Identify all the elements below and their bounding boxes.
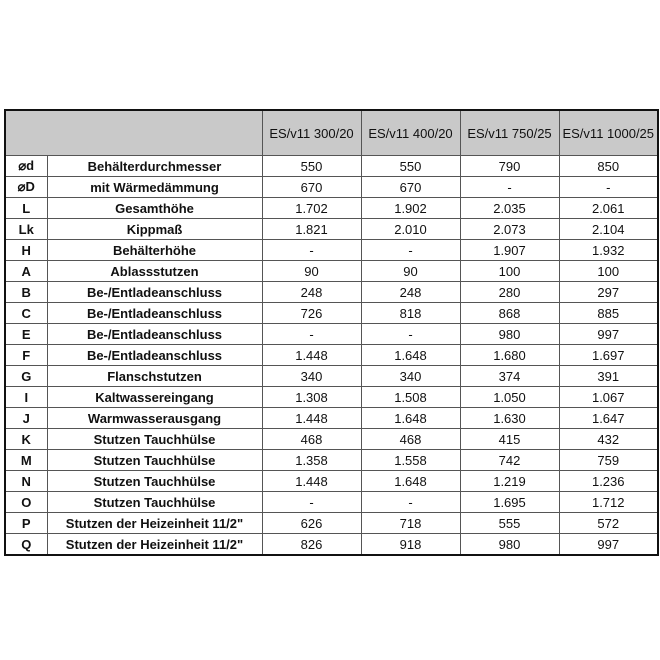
row-description: Kaltwassereingang bbox=[47, 387, 262, 408]
value-cell: 718 bbox=[361, 513, 460, 534]
row-symbol: E bbox=[5, 324, 47, 345]
value-cell: 550 bbox=[262, 156, 361, 177]
table-row bbox=[5, 303, 658, 324]
value-cell: 1.448 bbox=[262, 408, 361, 429]
row-description: Be-/Entladeanschluss bbox=[47, 303, 262, 324]
value-cell: 1.648 bbox=[361, 408, 460, 429]
value-cell: 340 bbox=[361, 366, 460, 387]
row-description: Behälterhöhe bbox=[47, 240, 262, 261]
row-description: Be-/Entladeanschluss bbox=[47, 324, 262, 345]
table-row bbox=[5, 198, 658, 219]
value-cell: 670 bbox=[262, 177, 361, 198]
header-blank-cell bbox=[5, 110, 262, 156]
value-cell: 759 bbox=[559, 450, 658, 471]
value-cell: 1.702 bbox=[262, 198, 361, 219]
table-row bbox=[5, 387, 658, 408]
table-row bbox=[5, 366, 658, 387]
row-symbol: C bbox=[5, 303, 47, 324]
value-cell: 1.358 bbox=[262, 450, 361, 471]
table-row bbox=[5, 261, 658, 282]
row-symbol: L bbox=[5, 198, 47, 219]
row-description: Ablassstutzen bbox=[47, 261, 262, 282]
value-cell: 818 bbox=[361, 303, 460, 324]
value-cell: - bbox=[559, 177, 658, 198]
table-row bbox=[5, 492, 658, 513]
value-cell: 550 bbox=[361, 156, 460, 177]
row-description: Stutzen der Heizeinheit 11/2" bbox=[47, 534, 262, 556]
value-cell: 1.695 bbox=[460, 492, 559, 513]
value-cell: 280 bbox=[460, 282, 559, 303]
table-row bbox=[5, 240, 658, 261]
table-row bbox=[5, 282, 658, 303]
row-description: Behälterdurchmesser bbox=[47, 156, 262, 177]
row-symbol: Q bbox=[5, 534, 47, 556]
value-cell: - bbox=[460, 177, 559, 198]
value-cell: 1.712 bbox=[559, 492, 658, 513]
row-symbol: ⌀d bbox=[5, 156, 47, 177]
row-description: Kippmaß bbox=[47, 219, 262, 240]
value-cell: 1.630 bbox=[460, 408, 559, 429]
value-cell: - bbox=[361, 324, 460, 345]
value-cell: 1.697 bbox=[559, 345, 658, 366]
value-cell: 670 bbox=[361, 177, 460, 198]
row-symbol: I bbox=[5, 387, 47, 408]
table-row bbox=[5, 156, 658, 177]
value-cell: 1.680 bbox=[460, 345, 559, 366]
value-cell: - bbox=[361, 240, 460, 261]
row-description: Stutzen Tauchhülse bbox=[47, 429, 262, 450]
value-cell: 790 bbox=[460, 156, 559, 177]
value-cell: 1.236 bbox=[559, 471, 658, 492]
value-cell: 1.648 bbox=[361, 471, 460, 492]
table-row bbox=[5, 471, 658, 492]
value-cell: 374 bbox=[460, 366, 559, 387]
header-model-1: ES/v11 300/20 bbox=[262, 110, 361, 156]
value-cell: 100 bbox=[559, 261, 658, 282]
value-cell: 1.448 bbox=[262, 345, 361, 366]
value-cell: 1.308 bbox=[262, 387, 361, 408]
table-row bbox=[5, 450, 658, 471]
value-cell: 997 bbox=[559, 324, 658, 345]
table-row bbox=[5, 408, 658, 429]
row-description: Stutzen Tauchhülse bbox=[47, 492, 262, 513]
value-cell: 248 bbox=[361, 282, 460, 303]
row-symbol: H bbox=[5, 240, 47, 261]
row-symbol: B bbox=[5, 282, 47, 303]
value-cell: 2.010 bbox=[361, 219, 460, 240]
header-row bbox=[5, 110, 658, 156]
value-cell: 2.073 bbox=[460, 219, 559, 240]
header-model-2: ES/v11 400/20 bbox=[361, 110, 460, 156]
value-cell: - bbox=[262, 324, 361, 345]
value-cell: 885 bbox=[559, 303, 658, 324]
value-cell: 1.448 bbox=[262, 471, 361, 492]
value-cell: 1.508 bbox=[361, 387, 460, 408]
dimensions-table bbox=[4, 109, 659, 556]
value-cell: 626 bbox=[262, 513, 361, 534]
value-cell: - bbox=[361, 492, 460, 513]
value-cell: 1.932 bbox=[559, 240, 658, 261]
row-description: Warmwasserausgang bbox=[47, 408, 262, 429]
row-description: Stutzen der Heizeinheit 11/2" bbox=[47, 513, 262, 534]
row-description: Be-/Entladeanschluss bbox=[47, 282, 262, 303]
value-cell: 340 bbox=[262, 366, 361, 387]
value-cell: 742 bbox=[460, 450, 559, 471]
row-description: mit Wärmedämmung bbox=[47, 177, 262, 198]
value-cell: 1.648 bbox=[361, 345, 460, 366]
value-cell: 391 bbox=[559, 366, 658, 387]
value-cell: 432 bbox=[559, 429, 658, 450]
value-cell: 100 bbox=[460, 261, 559, 282]
header-model-3: ES/v11 750/25 bbox=[460, 110, 559, 156]
value-cell: 1.067 bbox=[559, 387, 658, 408]
value-cell: 1.219 bbox=[460, 471, 559, 492]
value-cell: 1.558 bbox=[361, 450, 460, 471]
value-cell: 980 bbox=[460, 324, 559, 345]
value-cell: 826 bbox=[262, 534, 361, 556]
row-symbol: P bbox=[5, 513, 47, 534]
value-cell: 2.061 bbox=[559, 198, 658, 219]
value-cell: - bbox=[262, 240, 361, 261]
row-symbol: O bbox=[5, 492, 47, 513]
row-symbol: F bbox=[5, 345, 47, 366]
row-description: Gesamthöhe bbox=[47, 198, 262, 219]
value-cell: 297 bbox=[559, 282, 658, 303]
row-symbol: J bbox=[5, 408, 47, 429]
value-cell: 468 bbox=[361, 429, 460, 450]
value-cell: 2.035 bbox=[460, 198, 559, 219]
value-cell: 868 bbox=[460, 303, 559, 324]
header-model-4: ES/v11 1000/25 bbox=[559, 110, 658, 156]
value-cell: 90 bbox=[361, 261, 460, 282]
row-symbol: N bbox=[5, 471, 47, 492]
value-cell: 726 bbox=[262, 303, 361, 324]
row-description: Be-/Entladeanschluss bbox=[47, 345, 262, 366]
row-symbol: ⌀D bbox=[5, 177, 47, 198]
row-symbol: Lk bbox=[5, 219, 47, 240]
value-cell: 850 bbox=[559, 156, 658, 177]
row-description: Flanschstutzen bbox=[47, 366, 262, 387]
table-row bbox=[5, 429, 658, 450]
table-row bbox=[5, 513, 658, 534]
table-row bbox=[5, 324, 658, 345]
value-cell: - bbox=[262, 492, 361, 513]
row-symbol: M bbox=[5, 450, 47, 471]
row-description: Stutzen Tauchhülse bbox=[47, 471, 262, 492]
row-symbol: G bbox=[5, 366, 47, 387]
table-row bbox=[5, 534, 658, 556]
value-cell: 468 bbox=[262, 429, 361, 450]
value-cell: 1.050 bbox=[460, 387, 559, 408]
value-cell: 1.821 bbox=[262, 219, 361, 240]
table-row bbox=[5, 219, 658, 240]
value-cell: 1.907 bbox=[460, 240, 559, 261]
value-cell: 572 bbox=[559, 513, 658, 534]
row-symbol: K bbox=[5, 429, 47, 450]
value-cell: 980 bbox=[460, 534, 559, 556]
table-row bbox=[5, 345, 658, 366]
value-cell: 248 bbox=[262, 282, 361, 303]
value-cell: 1.902 bbox=[361, 198, 460, 219]
value-cell: 555 bbox=[460, 513, 559, 534]
value-cell: 90 bbox=[262, 261, 361, 282]
table-row bbox=[5, 177, 658, 198]
value-cell: 997 bbox=[559, 534, 658, 556]
value-cell: 1.647 bbox=[559, 408, 658, 429]
value-cell: 918 bbox=[361, 534, 460, 556]
value-cell: 2.104 bbox=[559, 219, 658, 240]
row-description: Stutzen Tauchhülse bbox=[47, 450, 262, 471]
row-symbol: A bbox=[5, 261, 47, 282]
value-cell: 415 bbox=[460, 429, 559, 450]
